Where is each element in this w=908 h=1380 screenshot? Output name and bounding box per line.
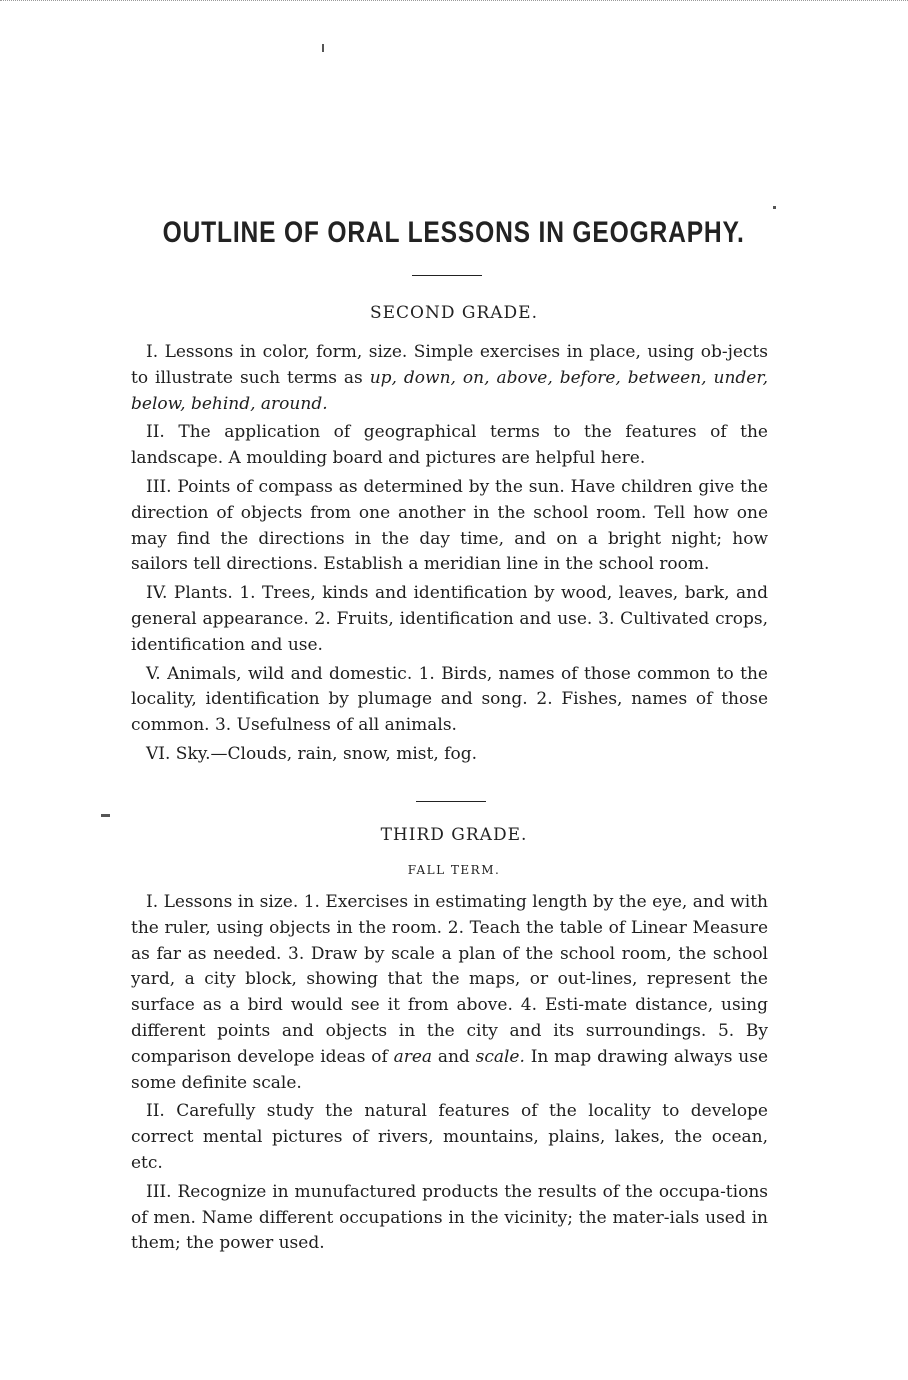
lesson-paragraph: III. Points of compass as determined by the sun. Have children give the direction of objects from one another in the school room. Tell how one may find the directions in the day time, and on a bright night; how sailors tell directions. Establish a meridian line in the school room.	[131, 476, 768, 575]
third-grade-lessons	[131, 890, 768, 1257]
lesson-paragraph: IV. Plants. 1. Trees, kinds and identification by wood, leaves, bark, and general appearance. 2. Fruits, identification and use. 3. Cultivated crops, identification and use.	[131, 583, 768, 655]
lesson-emphasis: up, down, on, above, before, between, under, below, behind, around.	[131, 367, 769, 414]
lesson-paragraph	[131, 890, 768, 1096]
lesson-text: I. Lessons in size. 1. Exercises in estimating length by the eye, and with the ruler, using objects in the room. 2. Teach the table of Linear Measure as far as needed. 3. Draw by scale a plan of the school room, the school yard, a city block, showing that the maps, or out-lines, represent the surface as a bird would see it from above. 4. Esti-mate distance, using different points and objects in the city and its surroundings. 5. By comparison develope ideas of	[131, 892, 768, 1067]
scan-speck	[101, 814, 110, 817]
third-grade-heading: THIRD GRADE.	[380, 825, 528, 845]
scan-speck	[322, 44, 324, 52]
lesson-paragraph: II. Carefully study the natural features of the locality to develope correct mental pictures of rivers, mountains, plains, lakes, the ocean, etc.	[131, 1101, 768, 1173]
page-title: OUTLINE OF ORAL LESSONS IN GEOGRAPHY.	[162, 216, 745, 249]
second-grade-lessons	[131, 340, 768, 768]
lesson-paragraph: II. The application of geographical terms to the features of the landscape. A moulding board and pictures are helpful here.	[131, 422, 768, 469]
scan-speck	[773, 206, 776, 209]
lesson-text: and	[432, 1046, 476, 1067]
lesson-paragraph: V. Animals, wild and domestic. 1. Birds, names of those common to the locality, identification by plumage and song. 2. Fishes, names of those common. 3. Usefulness of all animals.	[131, 663, 768, 736]
lesson-text: I. Lessons in color, form, size. Simple exercises in place, using ob-jects to illustrate such terms as	[131, 342, 768, 388]
lesson-paragraph	[131, 340, 768, 417]
lesson-text: In map drawing always use some definite scale.	[131, 1046, 768, 1093]
lesson-emphasis: scale.	[475, 1046, 525, 1067]
section-divider	[416, 801, 486, 802]
second-grade-heading: SECOND GRADE.	[369, 303, 538, 323]
lesson-emphasis: area	[393, 1046, 433, 1067]
fall-term-heading: FALL TERM.	[407, 863, 501, 877]
lesson-paragraph: III. Recognize in munufactured products the results of the occupa-tions of men. Name different occupations in the vicinity; the mater-ials used in them; the power used.	[131, 1181, 768, 1254]
scan-edge	[0, 0, 908, 7]
title-divider	[412, 275, 482, 276]
lesson-paragraph: VI. Sky.—Clouds, rain, snow, mist, fog.	[146, 743, 477, 764]
